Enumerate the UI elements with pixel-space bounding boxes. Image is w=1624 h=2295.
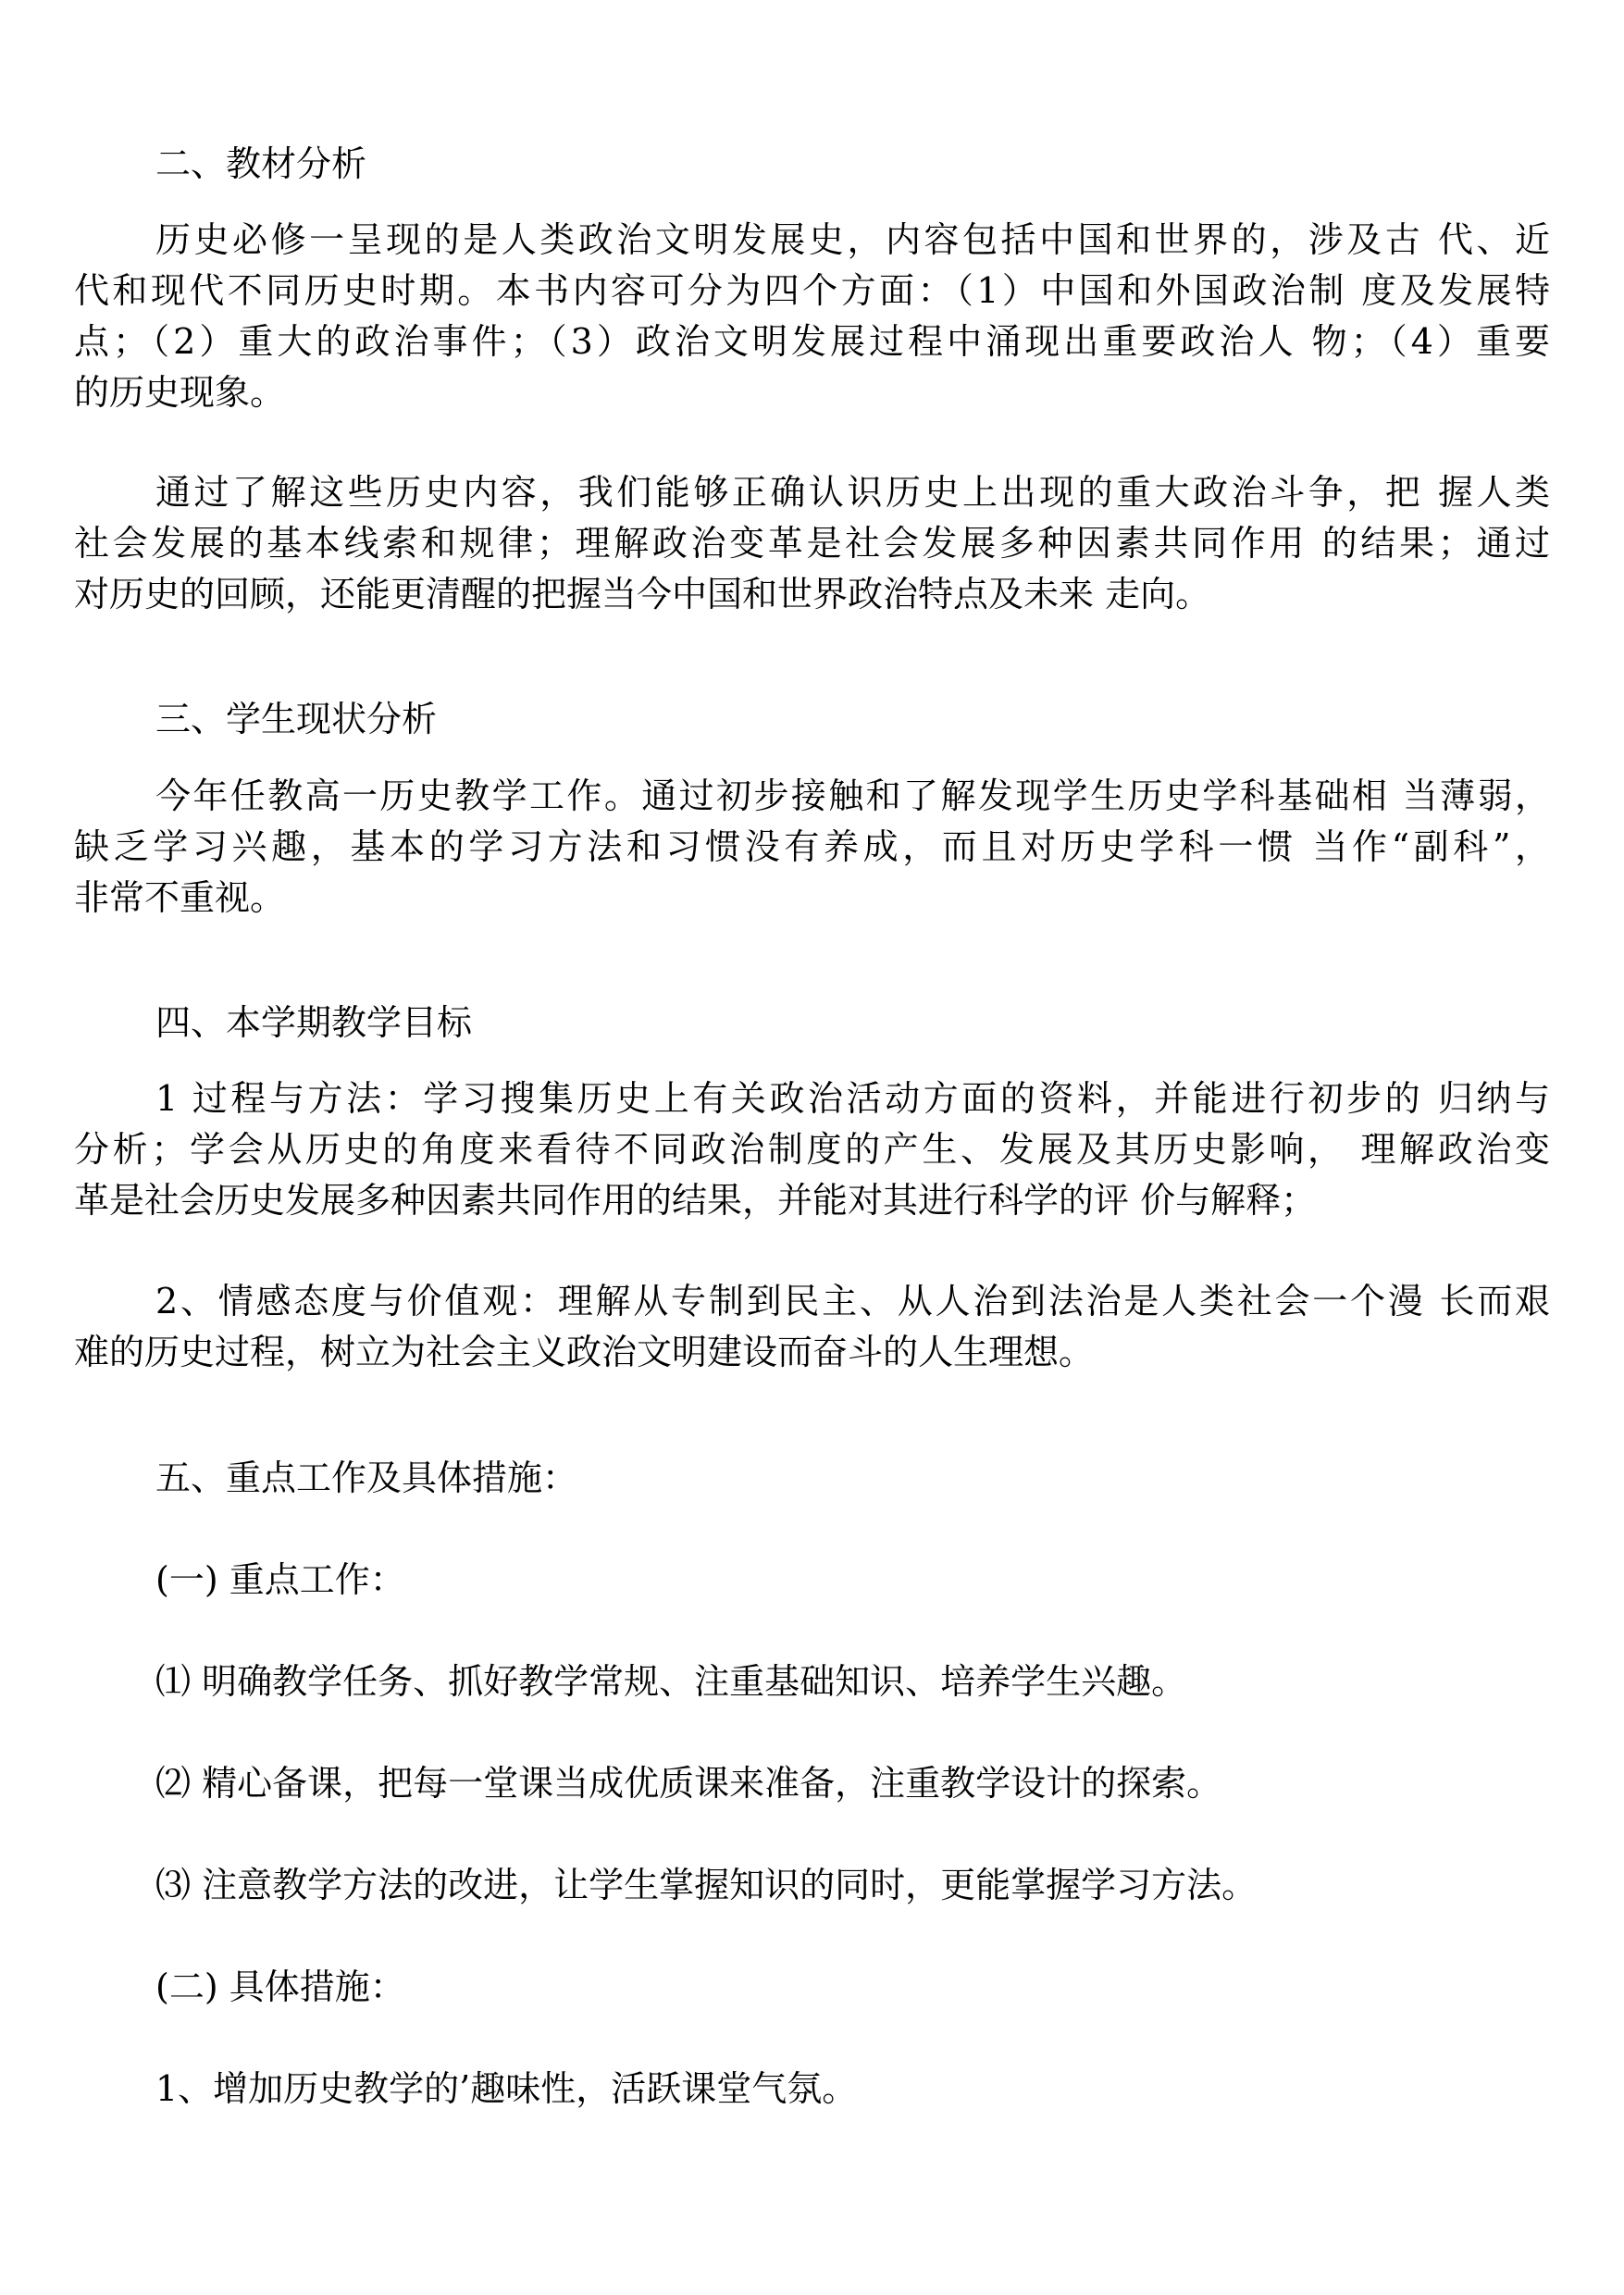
paragraph-line: 历史必修一呈现的是人类政治文明发展史，内容包括中国和世界的，涉及古 代、近 (155, 219, 1550, 260)
paragraph-textbook-purpose (74, 467, 1550, 620)
paragraph-line: 非常不重视。 (74, 877, 286, 918)
subheading-key-work: (一) 重点工作： (155, 1559, 405, 1600)
paragraph-line: 的历史现象。 (74, 372, 286, 413)
paragraph-line: 社会发展的基本线索和规律；理解政治变革是社会发展多种因素共同作用 的结果；通过 (74, 523, 1550, 564)
section-heading-teaching-goals: 四、本学期教学目标 (155, 1002, 473, 1043)
paragraph-line: 难的历史过程，树立为社会主义政治文明建设而奋斗的人生理想。 (74, 1332, 1095, 1372)
paragraph-line: 革是社会历史发展多种因素共同作用的结果，并能对其进行科学的评 价与解释； (74, 1180, 1317, 1221)
paragraph-line: 通过了解这些历史内容，我们能够正确认识历史上出现的重大政治斗争，把 握人类 (155, 472, 1550, 513)
paragraph-line: 分析；学会从历史的角度来看待不同政治制度的产生、发展及其历史影响， 理解政治变 (74, 1129, 1550, 1170)
subheading-specific-measures: (二) 具体措施： (155, 1966, 405, 2007)
paragraph-student-status (74, 771, 1550, 924)
paragraph-line: 今年任教高一历史教学工作。通过初步接触和了解发现学生历史学科基础相 当薄弱， (155, 775, 1550, 816)
section-heading-textbook-analysis: 二、教材分析 (155, 143, 367, 184)
paragraph-line: 缺乏学习兴趣，基本的学习方法和习惯没有养成，而且对历史学科一惯 当作“副科”， (74, 826, 1550, 867)
section-heading-student-analysis: 三、学生现状分析 (155, 699, 438, 739)
section-heading-key-work: 五、重点工作及具体措施： (155, 1458, 578, 1498)
paragraph-textbook-overview (74, 215, 1550, 418)
paragraph-line: 代和现代不同历史时期。本书内容可分为四个方面：（1）中国和外国政治制 度及发展特 (74, 270, 1550, 311)
list-item: ⑶ 注意教学方法的改进，让学生掌握知识的同时，更能掌握学习方法。 (155, 1865, 1258, 1905)
paragraph-emotion-values (74, 1276, 1550, 1378)
paragraph-line: 点；（2）重大的政治事件；（3）政治文明发展过程中涌现出重要政治人 物；（4）重要 (74, 321, 1550, 362)
paragraph-process-method (74, 1073, 1550, 1226)
list-item: ⑵ 精心备课，把每一堂课当成优质课来准备，注重教学设计的探索。 (155, 1763, 1222, 1804)
paragraph-line: 1 过程与方法：学习搜集历史上有关政治活动方面的资料，并能进行初步的 归纳与 (155, 1078, 1550, 1119)
list-item: 1、增加历史教学的’趣味性，活跃课堂气氛。 (155, 2068, 858, 2109)
list-item: ⑴ 明确教学任务、抓好教学常规、注重基础知识、培养学生兴趣。 (155, 1661, 1187, 1702)
paragraph-line: 对历史的回顾，还能更清醒的把握当今中国和世界政治特点及未来 走向。 (74, 574, 1211, 614)
paragraph-line: 2、情感态度与价值观：理解从专制到民主、从人治到法治是人类社会一个漫 长而艰 (155, 1281, 1550, 1321)
